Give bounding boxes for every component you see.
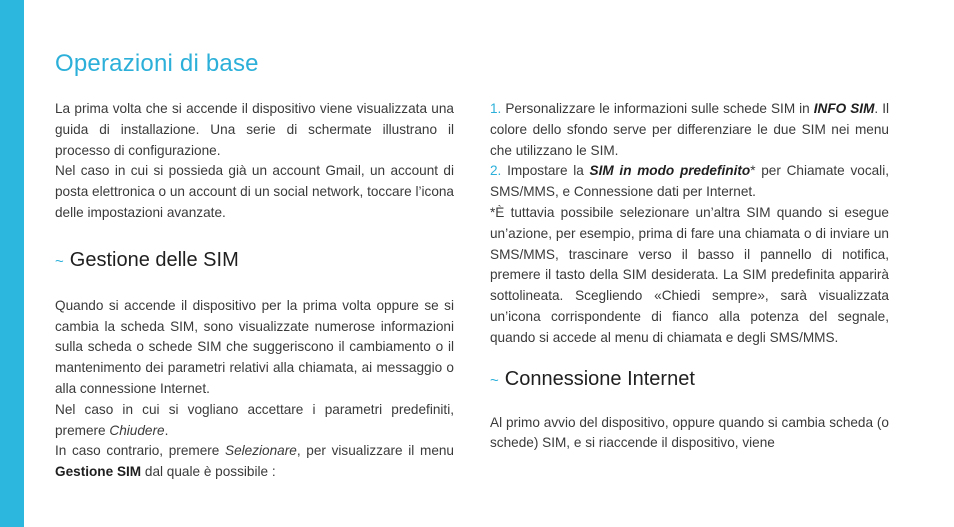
sim-p2-end: . xyxy=(164,422,169,438)
tilde-icon: ~ xyxy=(490,371,499,389)
internet-heading-text: Connessione Internet xyxy=(504,367,695,390)
step-1-text-2: . Il colore dello sfondo serve per differenziare le due SIM nei menu che utilizzano le SIM. xyxy=(490,101,889,158)
tilde-icon: ~ xyxy=(55,252,64,270)
step-2 xyxy=(490,161,889,203)
right-column xyxy=(490,99,889,454)
internet-paragraph-1: Al primo avvio del dispositivo, oppure quando si cambia scheda (o schede) SIM, e si riaccende il dispositivo, viene xyxy=(490,414,889,451)
sim-predefinita-label: SIM in modo predefinito xyxy=(589,163,751,179)
side-accent-bar xyxy=(0,0,24,527)
footnote-paragraph: *È tuttavia possibile selezionare un’altra SIM quando si esegue un’azione, per esempio, prima di fare una chiamata o di inviare un SMS/MMS, trascinare verso il basso il pannello di notifica, premere il tasto della SIM desiderata. La SIM predefinita apparirà sottolineata. Scegliendo «Chiedi sempre», sarà visualizzata un’icona corrispondente di fianco alla potenza del segnale, quando si accede al menu di chiamata e degli SMS/MMS. xyxy=(490,204,889,345)
sim-paragraph-2 xyxy=(55,400,454,442)
chiudere-label: Chiudere xyxy=(109,422,165,438)
sim-p3-text: In caso contrario, premere xyxy=(55,443,226,459)
sim-p3-text-2: , per visualizzare il menu xyxy=(296,443,454,459)
sim-heading-text: Gestione delle SIM xyxy=(69,248,239,271)
sim-paragraph-3 xyxy=(55,441,454,483)
step-2-text: Impostare la xyxy=(501,163,590,179)
step-2-text-2: * per Chiamate vocali, SMS/MMS, e Connessione dati per Internet. xyxy=(490,163,889,200)
sim-section-heading xyxy=(55,248,454,274)
gestione-sim-label: Gestione SIM xyxy=(55,464,142,480)
sim-paragraph-1: Quando si accende il dispositivo per la prima volta oppure se si cambia la scheda SIM, sono visualizzate numerose informazioni sulla scheda o schede SIM che suggeriscono il cambiamento o il mantenimento dei parametri relativi alla chiamata, ai messaggio o alla connessione Internet. xyxy=(55,297,454,396)
intro-paragraph-1: La prima volta che si accende il dispositivo viene visualizzata una guida di installazione. Una serie di schermate illustrano il processo di configurazione. xyxy=(55,101,454,158)
step-1 xyxy=(490,99,889,161)
sim-p2-text: Nel caso in cui si vogliano accettare i parametri predefiniti, premere xyxy=(55,401,454,438)
left-column xyxy=(55,99,454,483)
internet-section-heading xyxy=(490,367,889,393)
step-1-text: Personalizzare le informazioni sulle schede SIM in xyxy=(501,101,814,116)
intro-paragraph-2: Nel caso in cui si possieda già un account Gmail, un account di posta elettronica o un account di un social network, toccare l’icona delle impostazioni avanzate. xyxy=(55,163,454,220)
info-sim-label: INFO SIM xyxy=(813,101,875,116)
page-title: Operazioni di base xyxy=(55,50,259,77)
sim-p3-end: dal quale è possibile : xyxy=(141,464,276,480)
selezionare-label: Selezionare xyxy=(225,443,297,459)
step-2-number: 2. xyxy=(490,163,502,179)
step-1-number: 1. xyxy=(490,101,502,116)
